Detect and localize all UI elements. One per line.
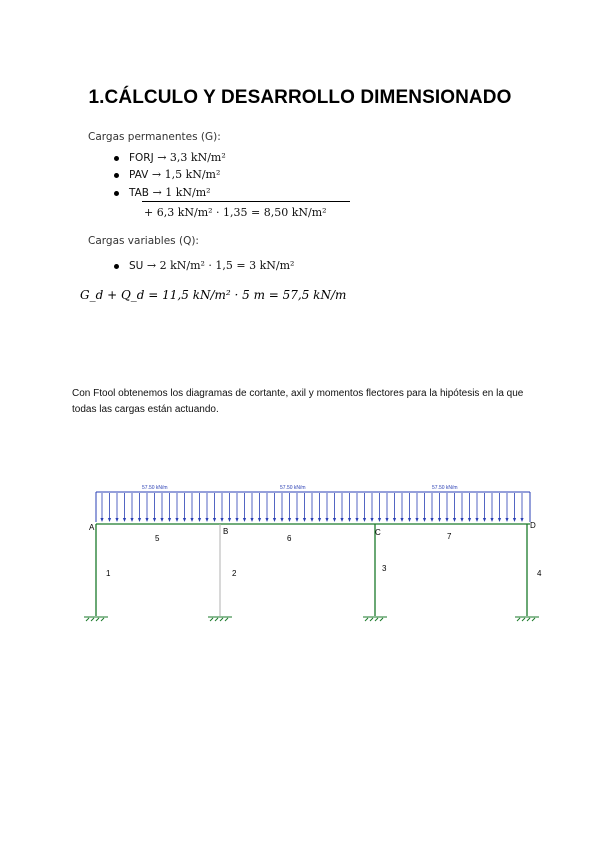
- node-label-b: B: [223, 527, 229, 536]
- load-arrow-head-icon: [303, 518, 306, 522]
- load-arrow-head-icon: [243, 518, 246, 522]
- load-arrow-head-icon: [363, 518, 366, 522]
- load-arrow-head-icon: [235, 518, 238, 522]
- column-label-2: 2: [232, 569, 237, 578]
- sum-rule: [142, 201, 350, 202]
- load-arrow-head-icon: [498, 518, 501, 522]
- load-arrow-head-icon: [228, 518, 231, 522]
- load-arrow-head-icon: [190, 518, 193, 522]
- load-arrow-head-icon: [490, 518, 493, 522]
- bullet-dot-icon: [114, 264, 119, 269]
- load-arrow-head-icon: [340, 518, 343, 522]
- load-arrow-head-icon: [273, 518, 276, 522]
- section-title: 1.CÁLCULO Y DESARROLLO DIMENSIONADO: [88, 87, 512, 108]
- bullet-dot-icon: [114, 156, 119, 161]
- bullet-pav: PAV → 1,5 kN/m²: [114, 168, 220, 181]
- load-arrow-head-icon: [520, 518, 523, 522]
- load-arrow-head-icon: [205, 518, 208, 522]
- load-arrow-head-icon: [438, 518, 441, 522]
- load-arrow-head-icon: [505, 518, 508, 522]
- load-arrow-head-icon: [160, 518, 163, 522]
- load-arrow-head-icon: [310, 518, 313, 522]
- load-arrow-head-icon: [153, 518, 156, 522]
- load-arrow-head-icon: [295, 518, 298, 522]
- load-arrow-head-icon: [220, 518, 223, 522]
- load-arrow-head-icon: [138, 518, 141, 522]
- load-arrow-head-icon: [430, 518, 433, 522]
- variable-loads-heading: Cargas variables (Q):: [88, 235, 199, 247]
- load-arrow-head-icon: [408, 518, 411, 522]
- load-arrow-head-icon: [445, 518, 448, 522]
- load-arrow-head-icon: [378, 518, 381, 522]
- bullet-forj: FORJ → 3,3 kN/m²: [114, 151, 226, 164]
- load-arrow-head-icon: [483, 518, 486, 522]
- load-arrow-head-icon: [130, 518, 133, 522]
- load-arrow-head-icon: [108, 518, 111, 522]
- load-arrow-head-icon: [258, 518, 261, 522]
- load-arrow-head-icon: [325, 518, 328, 522]
- load-arrow-head-icon: [168, 518, 171, 522]
- load-arrow-head-icon: [370, 518, 373, 522]
- load-label-1: 57.50 kN/m: [142, 485, 168, 491]
- load-arrows: [100, 493, 523, 522]
- load-arrow-head-icon: [468, 518, 471, 522]
- load-label-3: 57.50 kN/m: [432, 485, 458, 491]
- column-label-3: 3: [382, 564, 387, 573]
- bullet-tab: TAB → 1 kN/m²: [114, 186, 211, 199]
- node-label-a: A: [89, 523, 95, 532]
- node-label-c: C: [375, 528, 381, 537]
- load-arrow-head-icon: [115, 518, 118, 522]
- load-arrow-head-icon: [453, 518, 456, 522]
- load-arrow-head-icon: [385, 518, 388, 522]
- permanent-loads-heading: Cargas permanentes (G):: [88, 131, 221, 143]
- support-4: [515, 617, 539, 621]
- load-label-2: 57.50 kN/m: [280, 485, 306, 491]
- column-label-4: 4: [537, 569, 542, 578]
- beam-label-7: 7: [447, 532, 452, 541]
- distributed-load: [96, 492, 530, 522]
- total-load-formula: G_d + Q_d = 11,5 kN/m² · 5 m = 57,5 kN/m: [80, 288, 347, 302]
- permanent-sum: + 6,3 kN/m² · 1,35 = 8,50 kN/m²: [144, 206, 327, 219]
- node-label-d: D: [530, 521, 536, 530]
- load-arrow-head-icon: [355, 518, 358, 522]
- load-arrow-head-icon: [333, 518, 336, 522]
- load-arrow-head-icon: [183, 518, 186, 522]
- load-arrow-head-icon: [348, 518, 351, 522]
- load-arrow-head-icon: [250, 518, 253, 522]
- load-arrow-head-icon: [145, 518, 148, 522]
- load-arrow-head-icon: [100, 518, 103, 522]
- beam-label-5: 5: [155, 534, 160, 543]
- load-arrow-head-icon: [393, 518, 396, 522]
- load-arrow-head-icon: [513, 518, 516, 522]
- load-arrow-head-icon: [123, 518, 126, 522]
- load-arrow-head-icon: [280, 518, 283, 522]
- support-1: [84, 617, 108, 621]
- frame-diagram: [80, 478, 560, 628]
- load-arrow-head-icon: [265, 518, 268, 522]
- bullet-su: SU → 2 kN/m² · 1,5 = 3 kN/m²: [114, 259, 294, 272]
- load-arrow-head-icon: [198, 518, 201, 522]
- load-arrow-head-icon: [288, 518, 291, 522]
- load-arrow-head-icon: [460, 518, 463, 522]
- beam-label-6: 6: [287, 534, 292, 543]
- load-arrow-head-icon: [400, 518, 403, 522]
- load-arrow-head-icon: [423, 518, 426, 522]
- support-3: [363, 617, 387, 621]
- ftool-paragraph: Con Ftool obtenemos los diagramas de cortante, axil y momentos flectores para la hipótesis en la que todas las cargas están actuando.: [72, 388, 524, 415]
- column-label-1: 1: [106, 569, 111, 578]
- load-arrow-head-icon: [175, 518, 178, 522]
- support-2: [208, 617, 232, 621]
- load-arrow-head-icon: [415, 518, 418, 522]
- bullet-dot-icon: [114, 191, 119, 196]
- load-arrow-head-icon: [475, 518, 478, 522]
- bullet-dot-icon: [114, 173, 119, 178]
- load-arrow-head-icon: [213, 518, 216, 522]
- load-arrow-head-icon: [318, 518, 321, 522]
